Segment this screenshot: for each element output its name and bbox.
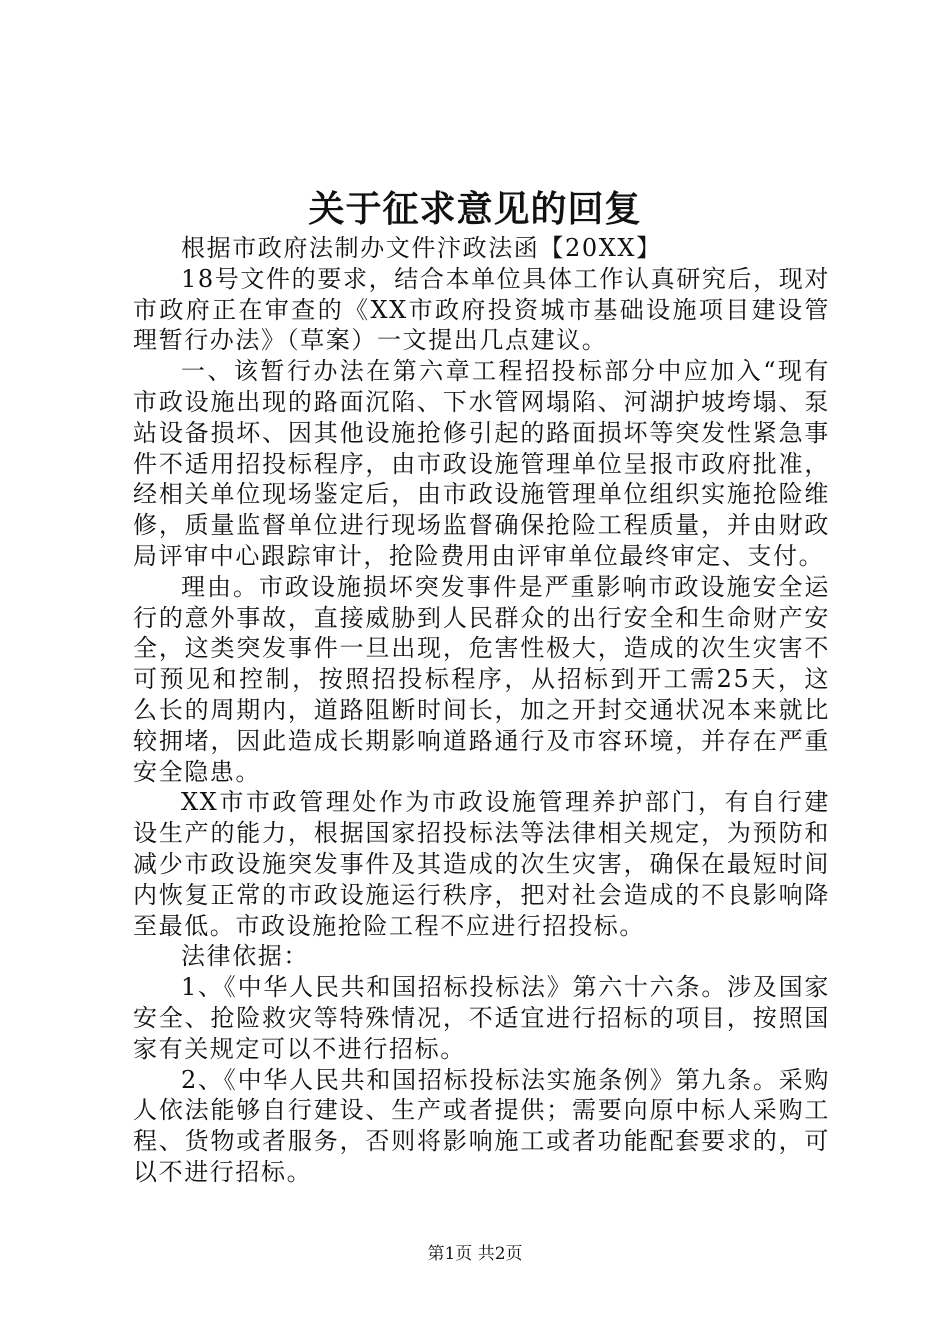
document-title: 关于征求意见的回复 — [308, 188, 642, 230]
paragraph-suggestion-1: 一、该暂行办法在第六章工程招投标部分中应加入“现有市政设施出现的路面沉陷、下水管网塌陷、河湖护坡垮塌、泵站设备损坏、因其他设施抢修引起的路面损坏等突发性紧急事件不适用招投标程序，由市政设施管理单位呈报市政府批准，经相关单位现场鉴定后，由市政设施管理单位组织实施抢险维修，质量监督单位进行现场监督确保抢险工程质量，并由财政局评审中心跟踪审计，抢险费用由评审单位最终审定、支付。 — [133, 357, 830, 570]
document-body — [133, 233, 830, 1188]
paragraph-legal-basis-heading: 法律依据： — [181, 942, 309, 971]
paragraph-intro-2: 18号文件的要求，结合本单位具体工作认真研究后，现对市政府正在审查的《XX市政府投资城市基础设施项目建设管理暂行办法》（草案）一文提出几点建议。 — [133, 264, 830, 355]
paragraph-legal-basis-2: 2、《中华人民共和国招标投标法实施条例》第九条。采购人依法能够自行建设、生产或者提供；需要向原中标人采购工程、货物或者服务，否则将影响施工或者功能配套要求的，可以不进行招标。 — [133, 1065, 830, 1186]
paragraph-intro-1: 根据市政府法制办文件汴政法函【20XX】 — [181, 234, 662, 262]
paragraph-legal-basis-1: 1、《中华人民共和国招标投标法》第六十六条。涉及国家安全、抢险救灾等特殊情况，不适宜进行招标的项目，按照国家有关规定可以不进行招标。 — [133, 973, 830, 1063]
paragraph-capability: XX市市政管理处作为市政设施管理养护部门，有自行建设生产的能力，根据国家招投标法等法律相关规定，为预防和减少市政设施突发事件及其造成的次生灾害，确保在最短时间内恢复正常的市政设施运行秩序，把对社会造成的不良影响降至最低。市政设施抢险工程不应进行招投标。 — [133, 788, 830, 940]
page-footer: 第1页 共2页 — [427, 1244, 523, 1264]
paragraph-reason: 理由。市政设施损坏突发事件是严重影响市政设施安全运行的意外事故，直接威胁到人民群众的出行安全和生命财产安全，这类突发事件一旦出现，危害性极大，造成的次生灾害不可预见和控制，按照招投标程序，从招标到开工需25天，这么长的周期内，道路阻断时间长，加之开封交通状况本来就比较拥堵，因此造成长期影响道路通行及市容环境，并存在严重安全隐患。 — [133, 572, 830, 786]
